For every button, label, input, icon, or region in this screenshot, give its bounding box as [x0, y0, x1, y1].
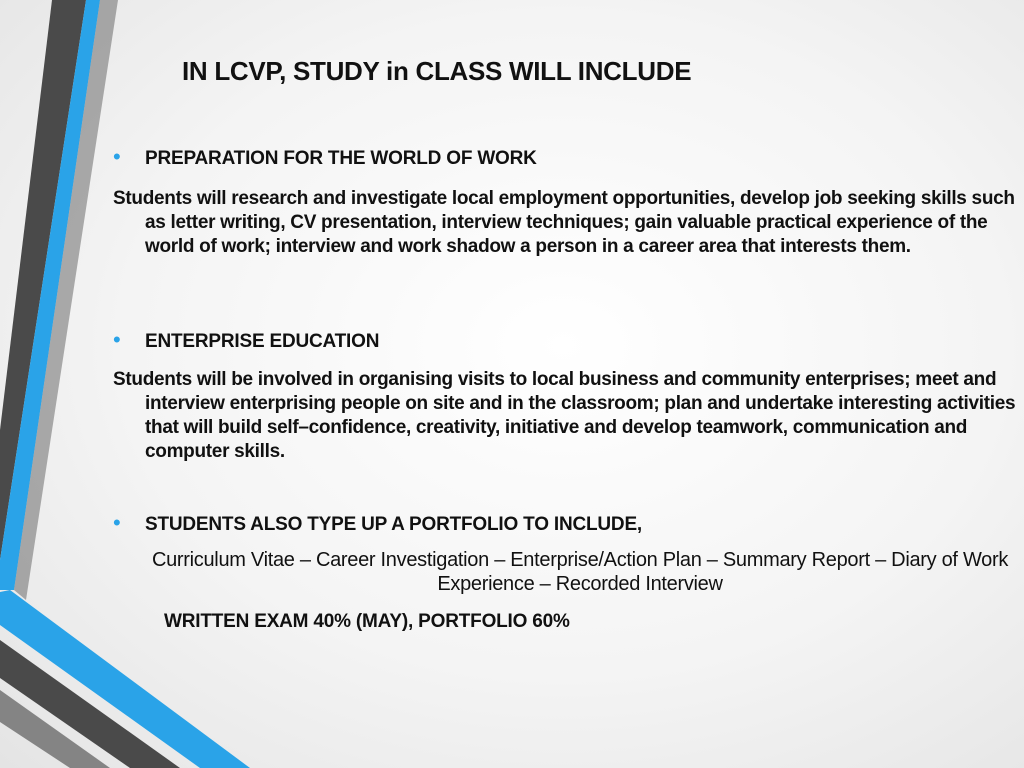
bullet-dot-icon: •: [113, 327, 121, 352]
bullet-dot-icon: •: [113, 144, 121, 169]
portfolio-items: Curriculum Vitae – Career Investigation – Enterprise/Action Plan – Summary Report – Diary of Work Experience – Recorded Interview: [151, 549, 1009, 595]
exam-weighting: WRITTEN EXAM 40% (MAY), PORTFOLIO 60%: [164, 611, 570, 632]
bullet-enterprise: [113, 329, 379, 353]
section-text-preparation: Students will research and investigate local employment opportunities, develop job seeking skills such as letter writing, CV presentation, interview techniques; gain valuable practical experience of the world of work; interview and work shadow a person in a career area that interests them.: [113, 188, 1015, 257]
section-heading-enterprise: ENTERPRISE EDUCATION: [145, 331, 380, 352]
section-text-enterprise: Students will be involved in organising visits to local business and community enterprises; meet and interview enterprising people on site and in the classroom; plan and undertake interesting activities that will build self–confidence, creativity, initiative and develop teamwork, communication and computer skills.: [113, 369, 1016, 462]
section-heading-portfolio: STUDENTS ALSO TYPE UP A PORTFOLIO TO INCLUDE,: [145, 514, 642, 535]
bullet-portfolio: [113, 512, 642, 536]
bullet-dot-icon: •: [113, 510, 121, 535]
section-heading-preparation: PREPARATION FOR THE WORLD OF WORK: [145, 148, 537, 169]
bullet-preparation: [113, 146, 537, 170]
slide-title: IN LCVP, STUDY in CLASS WILL INCLUDE: [182, 56, 692, 86]
